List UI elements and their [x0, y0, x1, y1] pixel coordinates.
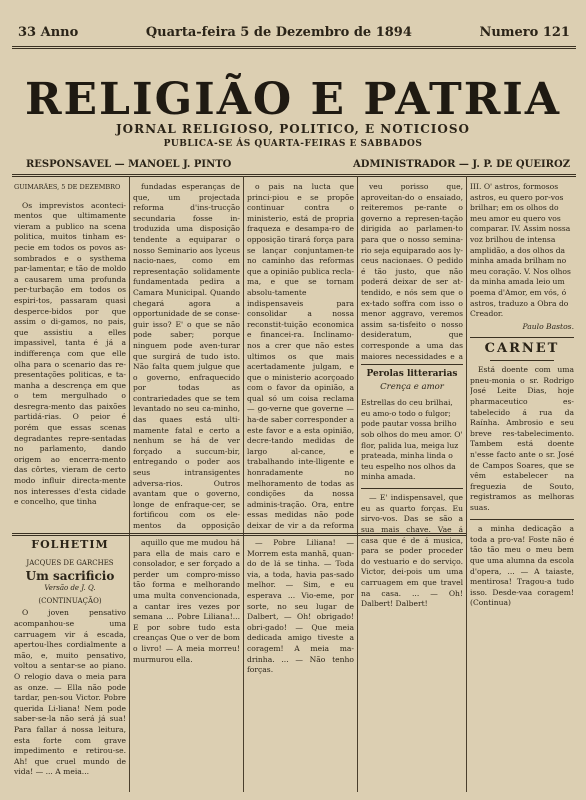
folhetim-text: O joven pensativo acompanhou-se uma carruagem vir á escada, apertou-lhes cordialmente a mão, e, muito pensativo, voltou a sentar-se ao piano. O relogio dava o meia para as onze. — Ella não pode tardar, pen-sou Victor. Pobre querida Li-liana! Nem pode saber-se-la não será já sua! Para fallar á nossa leitura, esta forte com grave impedimento e retirou-se. Ah! que cruel mundo de vida! — ... A meia...	[14, 608, 126, 777]
section-rule	[470, 519, 574, 520]
poem-signature: Paulo Bastos.	[522, 322, 574, 331]
article-text: o pais na lucta que princi-piou e se propõe continuar contra o ministerio, está de propria fraqueza e desampa-ro de opposição tirará força para se lançar conjuntamen-te no caminho das reformas que a opinião publica recla-ma, e que se tornam absolu-tamente indispensaveis para consolidar a nossa reconstit-tuição economica e financei-ra. Inclinamo-nos a crer que não estes ultimos os que mais acertadamente julgam, e que o ministerio acorçoado com o favor da opinião, a qual só um coisa reclama — go-verne que governe — ha-de saber corresponder a este favor e a esta opinião, decre-tando medidas de largo al-cance, e trabalhando inte-lligente e honradamente no melhoramento de todas as condições da nossa adminis-tração. Ora, entre essas medidas não pode deixar de vir a da reforma	[247, 182, 354, 530]
column-5	[470, 182, 574, 790]
section-rule	[470, 337, 574, 338]
folhetim-column-1	[14, 558, 126, 794]
folhetim-text: aquillo que me mudou há para ella de mais caro e consolador, e ser forçado a perder um compro-misso tão forma e melhorando uma multa convencionada, a cantar ires vezes por semana ... Pobre Liliana!... E por sobre tudo esta creanças Que o ver de bom o livro! — A meia morreu! murmurou ella.	[133, 538, 240, 664]
masthead-frequency: PUBLICA-SE ÁS QUARTA-FEIRAS E SABBADOS	[163, 139, 423, 149]
masthead-rule	[12, 174, 576, 175]
poem-section-heading: Perolas litterarias	[366, 369, 458, 379]
carnet-text: Está doente com uma pneu-monia o sr. Rodrigo José Leite Dias, hoje pharmaceutico es-tabelecido á rua da Raínha. Ambrosio e seu breve res-tabelecimento. Tambem está doente n'esse facto ante o sr. José de Campos Soares, que se vêm estabelecer na freguezia de Souto, registramos as melhoras suas.	[470, 365, 574, 512]
folhetim-continuation: a minha dedicação a toda a pro-va! Foste não é tão tão meu o meu bem que uma alumna da escola d'opera, ... — A taiaste, mentirosa! Tragou-a tudo isso. Desde-vaa coragem! (Continua)	[470, 524, 574, 608]
folhetim-story-title: Um sacrificio	[25, 568, 115, 583]
carnet-heading: CARNET	[484, 340, 560, 356]
article-text: fundadas esperanças de que, um projectada reforma d'ins-trucção secundaria fosse in-troduzida uma disposição tendente a equiparar o nosso Seminario aos lyceus nacio-naes, como em representação solidamente fundamentada pedira a Camara Municipal. Quando chegará agora a opportunidade de se conse-guir isso? E' o que se não pode saber; porque ninguem pode aven-turar que surgirá de tudo isto. Não falta quem julgue que o governo, enfraquecido por todas as contrariedades que se tem levantado no seu ca-minho, das quaes está ulti-mamente fatal e certo a nenhum se há de ver forçado a succum-bir, entregando o poder aos seus intransigentes adversa-rios. Outros avantam que o governo, longe de enfraque-cer, se fortificou com os ele-mentos da opposição	[133, 182, 240, 530]
column-separator	[357, 176, 358, 792]
poem-title: Crença e amor	[380, 381, 444, 392]
folhetim-column-3	[247, 538, 354, 794]
column-separator	[129, 176, 130, 792]
column-2	[133, 182, 240, 530]
header-rule	[12, 46, 576, 47]
column-1	[14, 182, 126, 530]
column-separator	[466, 176, 467, 792]
carnet-rule	[490, 360, 554, 361]
poem-continuation: III. O' astros, formosos astros, eu quero por-vos brilhar; em os olhos do meu amor eu quero vos comparar. IV. Assim nossa voz brilhou de intensa amplidão, a dos olhos da minha amada brilham no meu coração. V. Nos olhos da minha amada leio um poema d'Amor, em vós, ó astros, traduzo a Obra do Creador.	[470, 182, 571, 319]
issue-number: Numero 121	[479, 24, 570, 40]
folhetim-continuation: — E' indispensavel, que eu as quarto forças. Eu sirvo-vos. Das se são a sua mais chave. Vae á casa que é de á musica, para se poder proceder do vestuario e do serviço. Victor, dei-pois um uma carruagem em que travel na casa. ... — Oh! Dalbert! Dalbert!	[361, 493, 463, 609]
issue-year: 33 Anno	[18, 24, 79, 40]
folhetim-author: JACQUES DE GARCHES	[26, 559, 114, 567]
administrator: ADMINISTRADOR — J. P. DE QUEIROZ	[353, 159, 570, 170]
header-rule-2	[12, 48, 576, 49]
section-rule	[361, 488, 463, 489]
masthead-rule-2	[12, 176, 576, 177]
issue-header	[18, 22, 570, 42]
article-text: veu porisso que, aproveitan-do o ensaiado, reiteremos pe-rante o governo a represen-tação dirigida ao parlamen-to para que o nosso semina-rio seja equiparado aos ly-ceus nacionaes. O pedido é tão justo, que não poderá deixar de ser at-tendido, e nós sem que o ex-tado soffra com isso o menor aggravo, veremos assim sa-tisfeito o nosso desideratum, que corresponde a uma das maiores necessidades e a	[361, 182, 463, 360]
column-3	[247, 182, 354, 530]
staff-row	[26, 159, 570, 170]
issue-date: Quarta-feira 5 de Dezembro de 1894	[145, 24, 412, 40]
column-separator	[243, 176, 244, 792]
column-4	[361, 182, 463, 790]
masthead-title: RELIGIÃO E PATRIA	[24, 74, 562, 125]
folhetim-heading: FOLHETIM	[31, 538, 109, 551]
masthead-subtitle: JORNAL RELIGIOSO, POLITICO, E NOTICIOSO	[115, 122, 470, 136]
folhetim-continuation-label: (CONTINUAÇÃO)	[38, 596, 102, 605]
responsible: RESPONSAVEL — MANOEL J. PINTO	[26, 159, 232, 170]
poem-text: Estrellas do ceu brilhai, eu amo-o todo o fulgor; pode pautar vossa brilho sob olhos do meu amor. O' flor, palida lua, meiga luz prateada, minha linda o teu espelho nos olhos da minha amada.	[361, 398, 463, 482]
folhetim-text: — Pobre Liliana! — Morrem esta manhã, quan-do de lá se tinha. — Toda via, a toda, havia pas-sado melhor. — Sim, e eu esperava ... Vio-eme, por sorte, no seu lugar de Dalbert, — Oh! obrigado! obri-gado! — Que meia dedicada amigo tiveste a coragem! A meia ma-drinha. ... — Não tenho forças.	[247, 538, 354, 675]
section-rule	[361, 364, 463, 365]
dateline: GUIMARÃES, 5 DE DEZEMBRO	[14, 183, 121, 191]
article-text: Os imprevistos aconteci-mentos que ultimamente vieram a publico na scena politica, muitos tinham es-pecie em todos os povos as-sombrados e o systhema par-lamentar, e tão de moldo a causarem uma profunda per-turbação em todos os espiri-tos, passaram quasi desperce-bidos por que assim o di-gamos, no pais, que assistiu a elles impassivel, tanta é já a indifferença com que elle olha para o scenario das re-presentações politicas, e ta-manha a descrença em que o tem mergulhado o desregra-mento das paixões partidá-rias. O peior é porém que essas scenas degradantes repre-sentadas no parlamento, dando origem ao encerra-mento das côrtes, vieram de certo modo influir directa-mente nos interesses d'esta cidade e concelho, que tinha	[14, 200, 126, 507]
folhetim-column-2	[133, 538, 240, 794]
folhetim-translation: Versão de J. Q.	[44, 584, 96, 593]
